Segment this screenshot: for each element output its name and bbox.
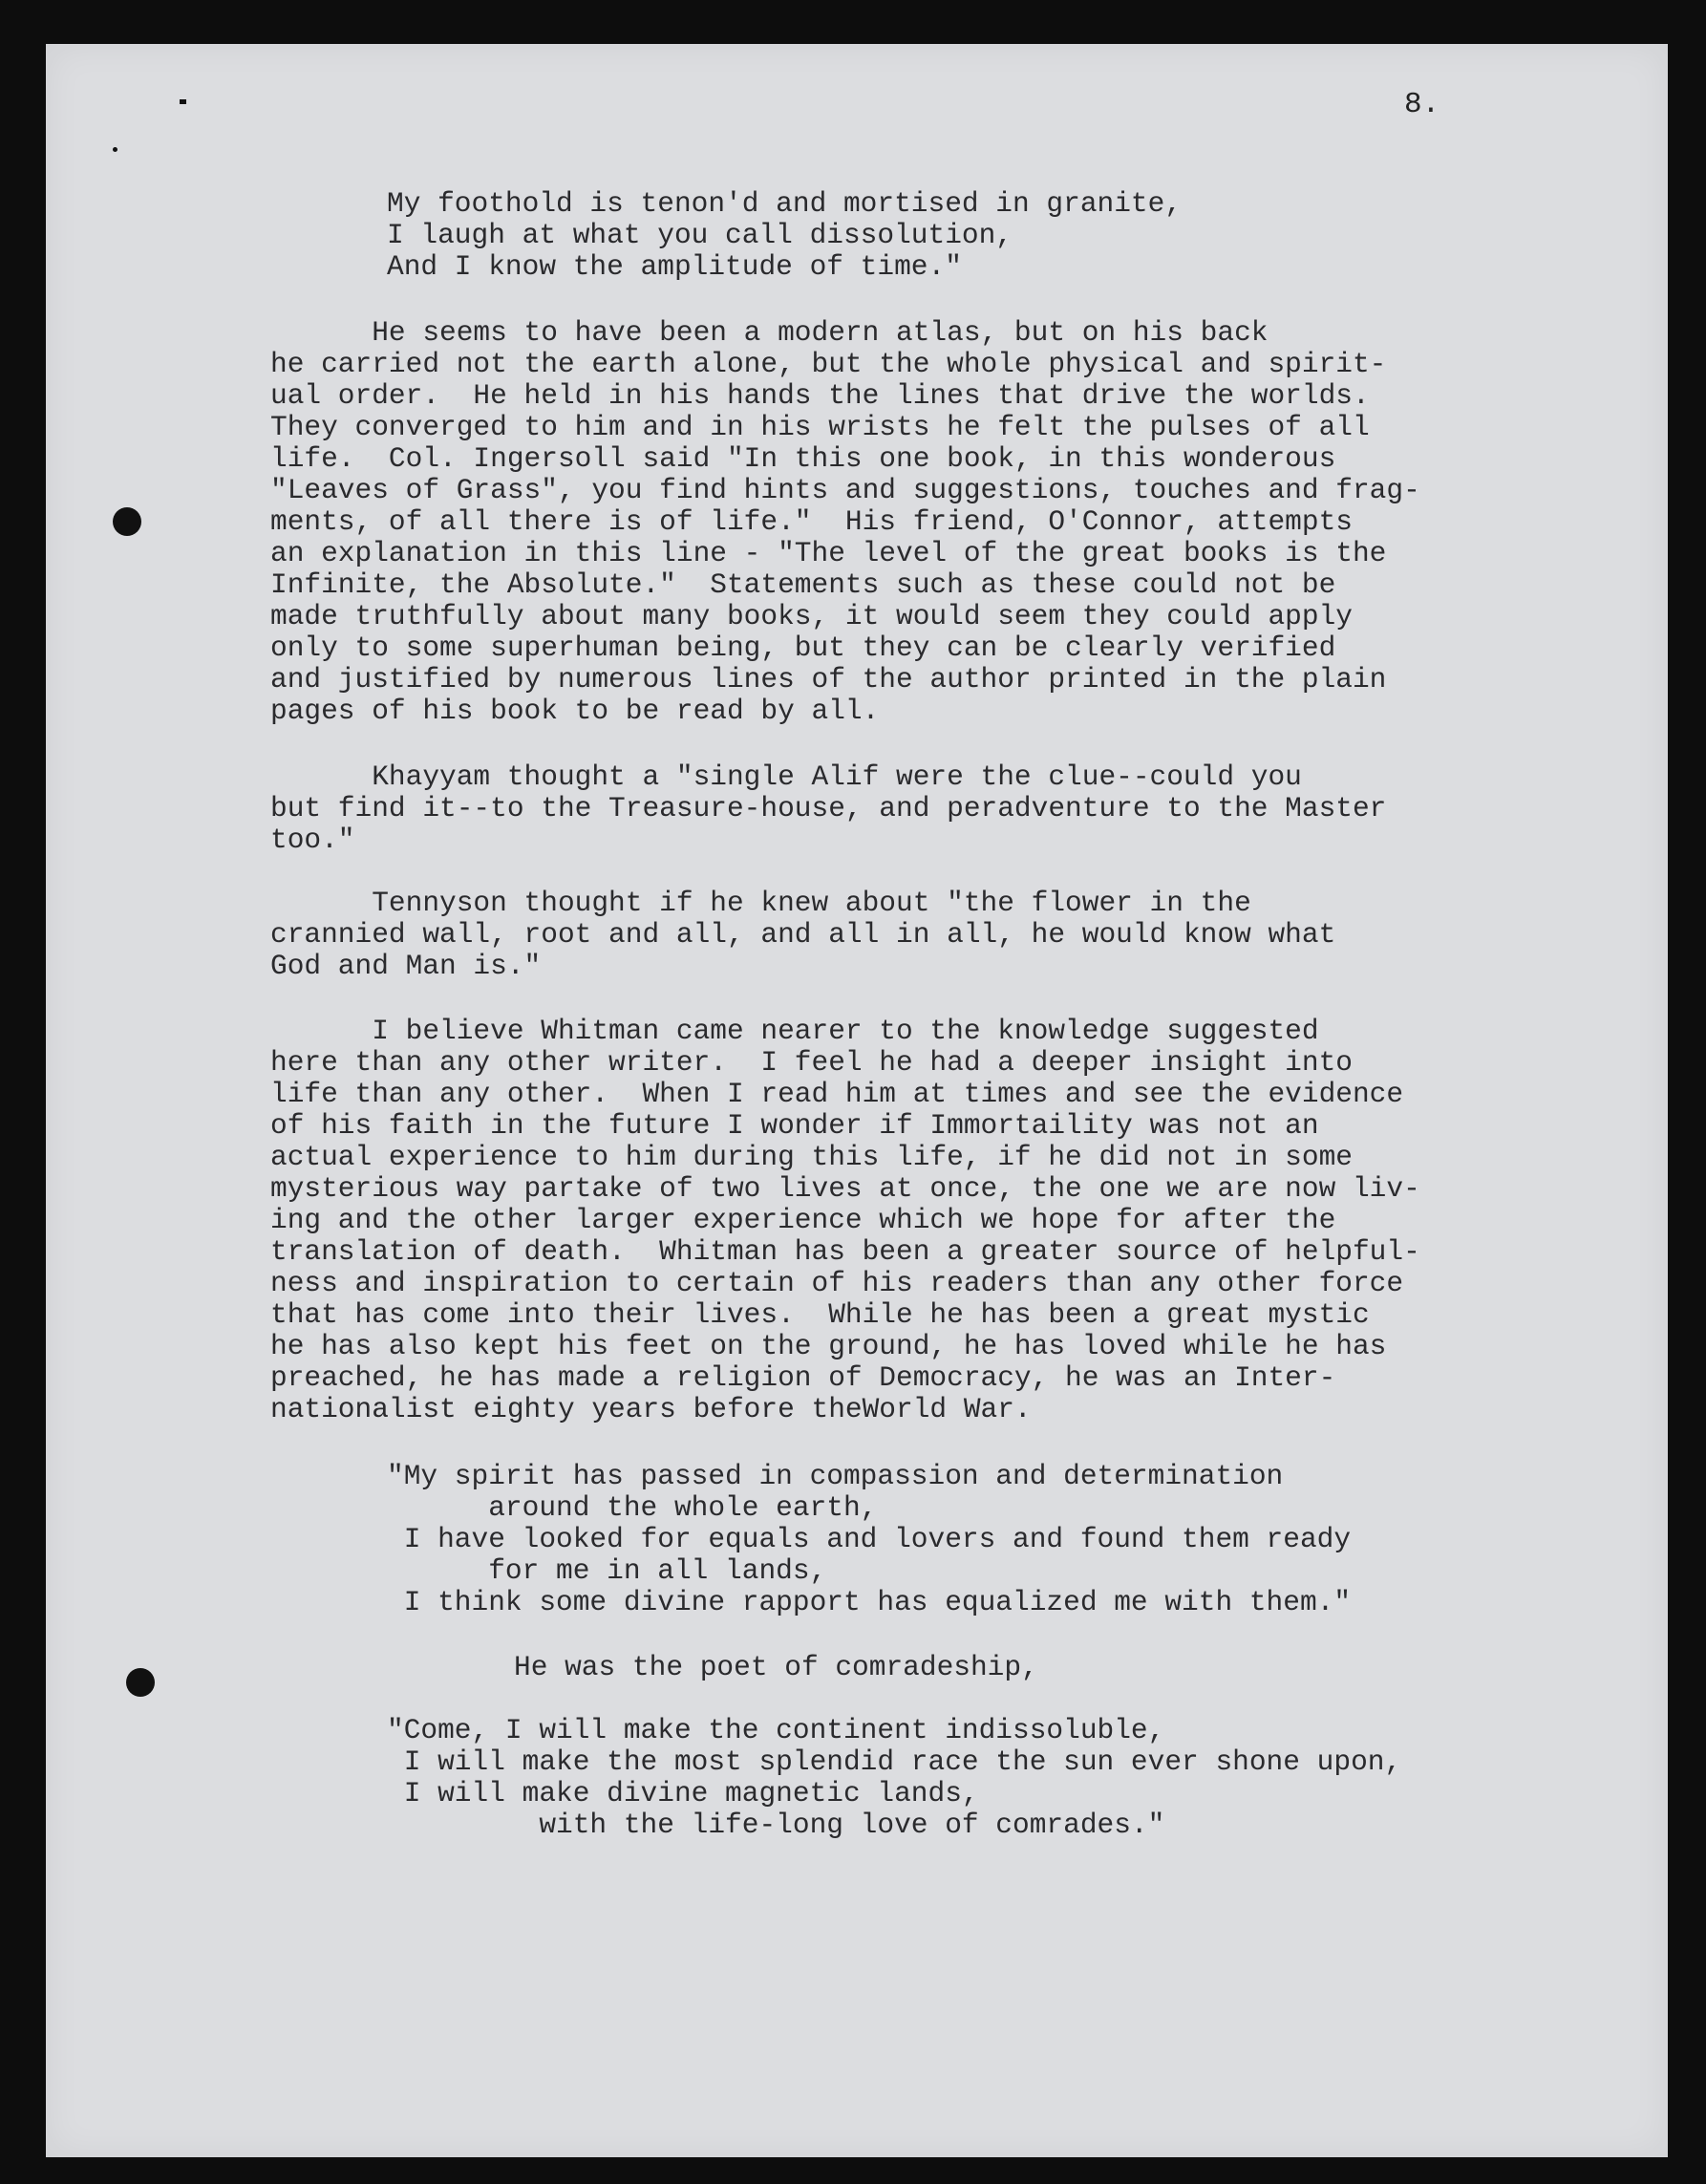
verse-line: "Come, I will make the continent indissoluble, [387,1714,1165,1746]
verse-line: I think some divine rapport has equalized me with them." [387,1586,1352,1618]
text-line: but find it--to the Treasure-house, and peradventure to the Master [270,792,1387,824]
text-line: pages of his book to be read by all. [270,695,880,727]
text-line: preached, he has made a religion of Democracy, he was an Inter- [270,1361,1336,1394]
verse-line: I have looked for equals and lovers and found them ready [387,1523,1352,1555]
verse-line: I will make the most splendid race the sun ever shone upon, [387,1745,1402,1778]
text-line: crannied wall, root and all, and all in all, he would know what [270,918,1336,951]
text-line: Tennyson thought if he knew about "the flower in the [270,887,1251,919]
text-line: life. Col. Ingersoll said "In this one book, in this wonderous [270,442,1336,475]
verse-line: And I know the amplitude of time." [387,250,962,283]
text-line: ments, of all there is of life." His friend, O'Connor, attempts [270,505,1353,538]
text-line: of his faith in the future I wonder if Immortaility was not an [270,1109,1319,1142]
text-line: an explanation in this line - "The level of the great books is the [270,537,1387,569]
text-line: Infinite, the Absolute." Statements such as these could not be [270,568,1336,601]
text-line: He seems to have been a modern atlas, but on his back [270,316,1269,349]
text-line: made truthfully about many books, it would seem they could apply [270,600,1353,632]
text-line: actual experience to him during this life, if he did not in some [270,1141,1353,1173]
verse-line: My foothold is tenon'd and mortised in granite, [387,187,1183,220]
text-line: life than any other. When I read him at times and see the evidence [270,1078,1404,1110]
text-line: I believe Whitman came nearer to the knowledge suggested [270,1015,1319,1047]
text-line: nationalist eighty years before theWorld War. [270,1393,1032,1425]
text-line: too." [270,824,355,856]
text-line: God and Man is." [270,950,542,982]
text-line: ual order. He held in his hands the lines that drive the worlds. [270,379,1370,412]
verse-line: I will make divine magnetic lands, [387,1777,979,1809]
text-line: that has come into their lives. While he has been a great mystic [270,1298,1370,1331]
text-line: "Leaves of Grass", you find hints and suggestions, touches and frag- [270,474,1420,506]
typed-page [46,44,1668,2157]
typed-text [46,44,1668,2157]
text-line: translation of death. Whitman has been a greater source of helpful- [270,1235,1420,1268]
text-line: ing and the other larger experience which we hope for after the [270,1204,1336,1236]
verse-line: with the life-long love of comrades." [387,1809,1165,1841]
verse-line: "My spirit has passed in compassion and determination [387,1460,1284,1492]
text-line: here than any other writer. I feel he had a deeper insight into [270,1046,1353,1079]
text-line: Khayyam thought a "single Alif were the clue--could you [270,760,1302,793]
text-line: only to some superhuman being, but they can be clearly verified [270,632,1336,664]
text-line: he has also kept his feet on the ground, he has loved while he has [270,1330,1387,1362]
verse-line: around the whole earth, [387,1491,878,1524]
verse-line: I laugh at what you call dissolution, [387,219,1013,251]
text-line: and justified by numerous lines of the author printed in the plain [270,663,1387,696]
text-line: ness and inspiration to certain of his readers than any other force [270,1267,1404,1299]
text-line: They converged to him and in his wrists he felt the pulses of all [270,411,1370,443]
text-line: He was the poet of comradeship, [514,1651,1038,1683]
text-line: mysterious way partake of two lives at once, the one we are now liv- [270,1172,1420,1205]
page-number: 8. [1404,88,1440,121]
verse-line: for me in all lands, [387,1554,827,1587]
text-line: he carried not the earth alone, but the whole physical and spirit- [270,348,1387,380]
